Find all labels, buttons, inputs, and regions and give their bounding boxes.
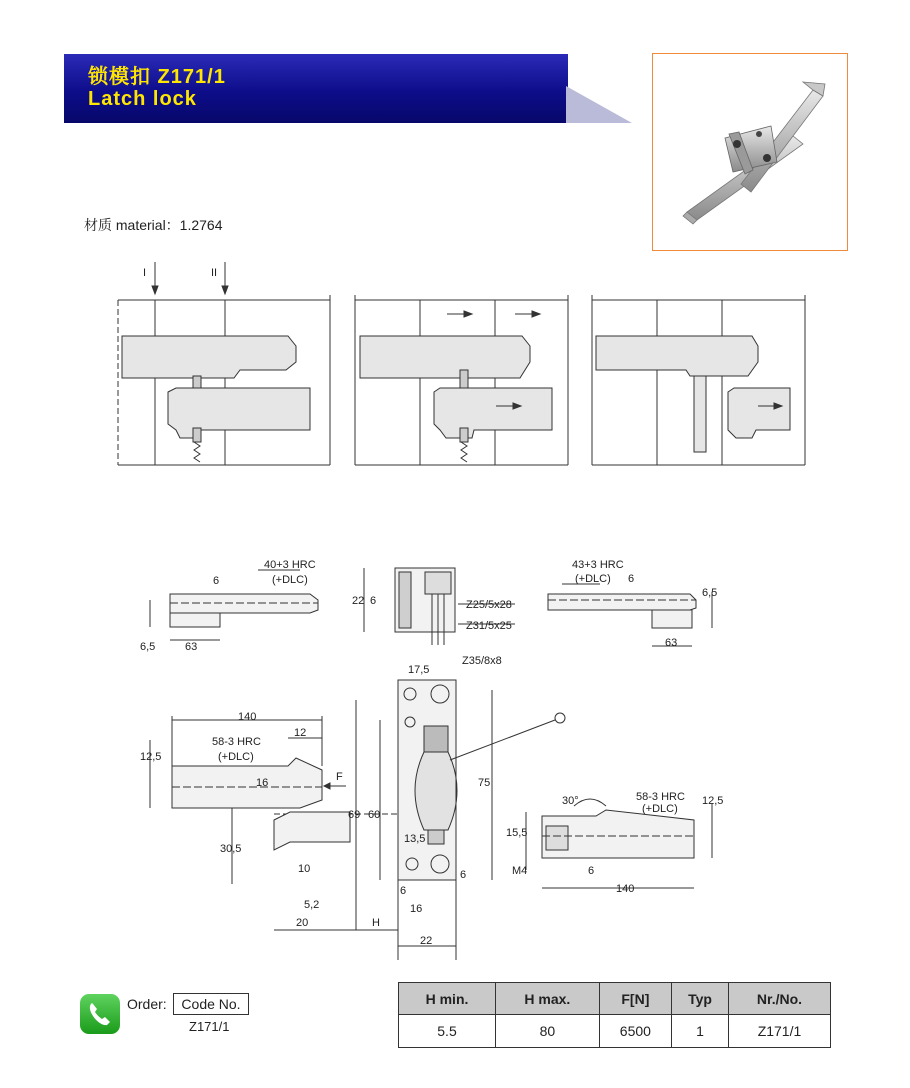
header-h-min: H min. bbox=[399, 983, 496, 1015]
table-row bbox=[399, 1015, 831, 1048]
dim-5-2: 5,2 bbox=[304, 899, 320, 911]
label-screw-1: Z25/5x28 bbox=[466, 599, 512, 611]
dim-16b: 16 bbox=[410, 903, 423, 915]
dim-63b: 63 bbox=[665, 637, 678, 649]
marker-I: I bbox=[143, 267, 147, 279]
dim-13-5: 13,5 bbox=[404, 833, 426, 845]
dim-30deg: 30° bbox=[562, 795, 579, 807]
cell-h-min: 5.5 bbox=[399, 1015, 496, 1048]
dim-6a: 6 bbox=[213, 575, 220, 587]
dim-6c: 6 bbox=[628, 573, 635, 585]
dim-60: 60 bbox=[368, 809, 381, 821]
dim-20: 20 bbox=[296, 917, 309, 929]
part-right-slider bbox=[526, 799, 712, 888]
part-center-body bbox=[274, 680, 565, 960]
dim-15-5: 15,5 bbox=[506, 827, 528, 839]
dim-12-5b: 12,5 bbox=[702, 795, 724, 807]
cell-h-max: 80 bbox=[496, 1015, 600, 1048]
cell-typ: 1 bbox=[672, 1015, 729, 1048]
sequence-panel-3 bbox=[592, 295, 805, 465]
dim-17-5: 17,5 bbox=[408, 664, 430, 676]
dim-140a: 140 bbox=[238, 711, 257, 723]
code-no-label: Code No. bbox=[173, 993, 249, 1015]
dim-30-5: 30,5 bbox=[220, 843, 242, 855]
dim-75: 75 bbox=[478, 777, 491, 789]
material-label: 材质 material：1.2764 bbox=[84, 217, 223, 233]
header-nr: Nr./No. bbox=[728, 983, 830, 1015]
dim-M4: M4 bbox=[512, 865, 528, 877]
dim-6-5a: 6,5 bbox=[140, 641, 156, 653]
dim-22b: 22 bbox=[420, 935, 433, 947]
label-force: F bbox=[336, 771, 343, 783]
label-dlc-top-left: (+DLC) bbox=[272, 574, 308, 586]
spec-table bbox=[398, 982, 831, 1048]
phone-icon bbox=[80, 994, 120, 1034]
spec-header-row bbox=[399, 983, 831, 1015]
dim-6-5b: 6,5 bbox=[702, 587, 718, 599]
order-label: Order: bbox=[127, 996, 167, 1012]
dim-10: 10 bbox=[298, 863, 311, 875]
dim-12-5a: 12,5 bbox=[140, 751, 162, 763]
label-dlc-mid-left: (+DLC) bbox=[218, 751, 254, 763]
label-screw-2: Z31/5x25 bbox=[466, 620, 512, 632]
marker-II: II bbox=[211, 267, 218, 279]
code-no-value: Z171/1 bbox=[189, 1019, 230, 1034]
title-chinese: 锁模扣 Z171/1 bbox=[88, 66, 226, 88]
dim-140b: 140 bbox=[616, 883, 635, 895]
dim-16a: 16 bbox=[256, 777, 269, 789]
label-screw-3: Z35/8x8 bbox=[462, 655, 502, 667]
label-hrc-mid-left: 58-3 HRC bbox=[212, 736, 261, 748]
dim-H: H bbox=[372, 917, 380, 929]
dim-22a: 22 bbox=[352, 595, 365, 607]
label-hrc-top-left: 40+3 HRC bbox=[264, 559, 316, 571]
sequence-panel-2 bbox=[355, 295, 568, 465]
dim-63a: 63 bbox=[185, 641, 198, 653]
cell-force: 6500 bbox=[599, 1015, 671, 1048]
sequence-panel-1 bbox=[118, 295, 330, 465]
header-force: F[N] bbox=[599, 983, 671, 1015]
label-dlc-right: (+DLC) bbox=[642, 803, 678, 815]
dim-6b: 6 bbox=[370, 595, 377, 607]
label-hrc-right: 58-3 HRC bbox=[636, 791, 685, 803]
dim-6e: 6 bbox=[460, 869, 467, 881]
part-top-right bbox=[548, 584, 712, 646]
header-h-max: H max. bbox=[496, 983, 600, 1015]
cell-nr: Z171/1 bbox=[728, 1015, 830, 1048]
label-hrc-top-right: 43+3 HRC bbox=[572, 559, 624, 571]
header-typ: Typ bbox=[672, 983, 729, 1015]
dim-69: 69 bbox=[348, 809, 361, 821]
dim-6d: 6 bbox=[400, 885, 407, 897]
dim-12: 12 bbox=[294, 727, 307, 739]
label-dlc-top-right: (+DLC) bbox=[575, 573, 611, 585]
dim-6f: 6 bbox=[588, 865, 595, 877]
title-english: Latch lock bbox=[88, 88, 197, 110]
